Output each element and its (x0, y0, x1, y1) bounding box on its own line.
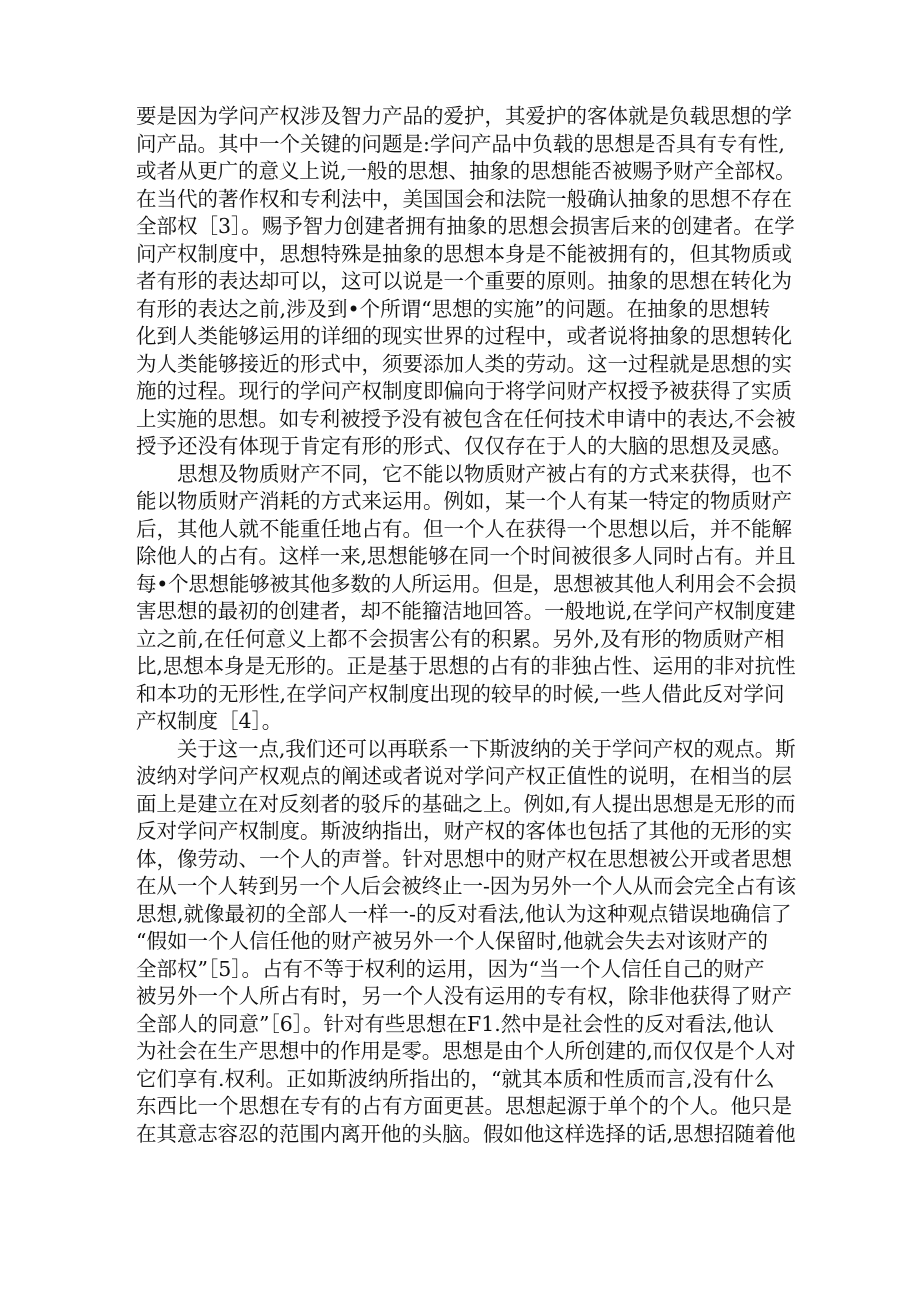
text-line: 和本功的无形性,在学问产权制度出现的较早的时候,一些人借此反对学问 (136, 681, 785, 706)
text-line: 授予还没有体现于肯定有形的形式、仅仅存在于人的大脑的思想及灵感。 (136, 434, 792, 458)
text-line: 全部权”［5］。占有不等于权利的运用，因为“当一个人信任自己的财产 (136, 956, 765, 981)
text-line: 面上是建立在对反刻者的驳斥的基础之上。例如,有人提出思想是无形的而 (136, 791, 796, 816)
text-line: 上实施的思想。如专利被授予没有被包含在任何技术申请中的表达,不会被 (136, 406, 796, 431)
text-line: 为社会在生产思想中的作用是零。思想是由个人所创建的,而仅仅是个人对 (136, 1039, 796, 1063)
text-line: 能以物质财产消耗的方式来运用。例如，某一个人有某一特定的物质财产 (136, 489, 792, 513)
text-line: 要是因为学问产权涉及智力产品的爱护，其爱护的客体就是负载思想的学 (136, 104, 792, 128)
text-line: 者有形的表达却可以，这可以说是一个重要的原则。抽象的思想在转化为 (136, 269, 792, 293)
text-line: 产权制度［4］。 (136, 709, 283, 733)
paragraph (136, 461, 796, 736)
text-line: “假如一个人信任他的财产被另外一个人保留时,他就会失去对该财产的 (136, 929, 768, 953)
text-line: 后，其他人就不能重任地占有。但一个人在获得一个思想以后，并不能解 (136, 516, 792, 541)
text-line: 施的过程。现行的学问产权制度即偏向于将学问财产权授予被获得了实质 (136, 379, 792, 403)
text-line: 比,思想本身是无形的。正是基于思想的占有的非独占性、运用的非对抗性 (136, 654, 796, 678)
text-line: 思想,就像最初的全部人一样一-的反对看法,他认为这种观点错误地确信了 (136, 901, 792, 926)
text-line: 有形的表达之前,涉及到•个所谓“思想的实施”的问题。在抽象的思想转 (136, 296, 771, 321)
paragraph (136, 736, 796, 1149)
text-line: 除他人的占有。这样一来,思想能够在同一个时间被很多人同时占有。并且 (136, 544, 796, 568)
text-line: 化到人类能够运用的详细的现实世界的过程中，或者说将抽象的思想转化 (136, 324, 792, 348)
body-text (136, 103, 796, 1148)
text-line: 问产权制度中，思想特殊是抽象的思想本身是不能被拥有的，但其物质或 (136, 241, 792, 266)
text-line: 波纳对学问产权观点的阐述或者说对学问产权正值性的说明，在相当的层 (136, 764, 792, 788)
text-line: 在从一个人转到另一个人后会被终止一-因为另外一个人从而会完全占有该 (136, 874, 796, 898)
text-line: 为人类能够接近的形式中，须要添加人类的劳动。这一过程就是思想的实 (136, 351, 792, 376)
text-line: 全部人的同意”［6］。针对有些思想在F1.然中是社会性的反对看法,他认 (136, 1011, 774, 1036)
text-line: 反对学问产权制度。斯波纳指出，财产权的客体也包括了其他的无形的实 (136, 819, 792, 843)
text-line: 被另外一个人所占有时，另一个人没有运用的专有权，除非他获得了财产 (136, 984, 792, 1008)
text-line: 害思想的最初的创建者，却不能籀洁地回答。一般地说,在学问产权制度建 (136, 599, 796, 623)
text-line: 问产品。其中一个关键的问题是:学问产品中负载的思想是否具有专有性, (136, 131, 785, 156)
text-line: 每•个思想能够被其他多数的人所运用。但是，思想被其他人利用会不会损 (136, 571, 796, 596)
text-line: 它们享有.权利。正如斯波纳所指出的，“就其本质和性质而言,没有什么 (136, 1066, 775, 1091)
text-line: 在其意志容忍的范围内离开他的头脑。假如他这样选择的话,思想招随着他 (136, 1121, 796, 1146)
text-line: 全部权［3］。赐予智力创建者拥有抽象的思想会损害后来的创建者。在学 (136, 214, 795, 238)
paragraph (136, 103, 796, 461)
text-line: 或者从更广的意义上说,一般的思想、抽象的思想能否被赐予财产全部权。 (136, 159, 796, 183)
text-line: 东西比一个思想在专有的占有方面更甚。思想起源于单个的个人。他只是 (136, 1094, 792, 1118)
text-line: 体，像劳动、一个人的声誉。针对思想中的财产权在思想被公开或者思想 (136, 846, 792, 871)
text-line: 在当代的著作权和专利法中，美国国会和法院一般确认抽象的思想不存在 (136, 186, 792, 211)
text-line: 思想及物质财产不同，它不能以物质财产被占有的方式来获得，也不 (136, 461, 792, 486)
text-line: 关于这一点,我们还可以再联系一下斯波纳的关于学问产权的观点。斯 (136, 736, 796, 761)
text-line: 立之前,在任何意义上都不会损害公有的积累。另外,及有形的物质财产相 (136, 626, 785, 651)
